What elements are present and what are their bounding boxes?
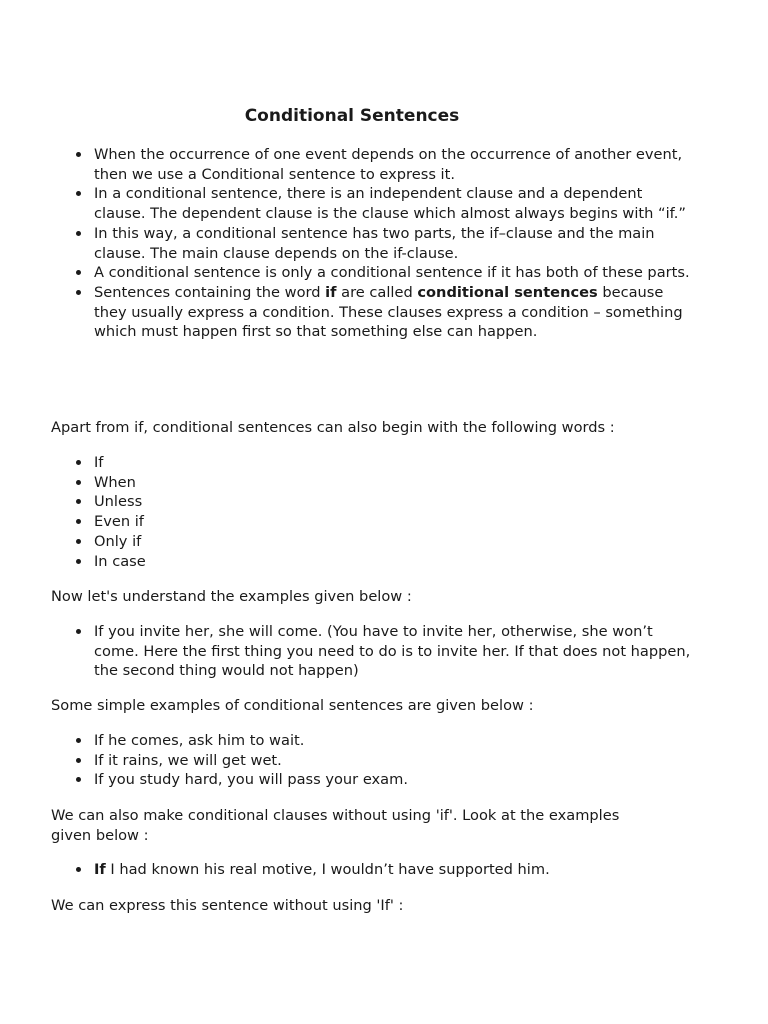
- list-item: If you invite her, she will come. (You have to invite her, otherwise, she won’t come. Here the first thing you need to do is to invite her. If that does not happen, the second thing would not happen): [94, 622, 694, 681]
- simple-paragraph: Some simple examples of conditional sentences are given below :: [51, 697, 534, 714]
- list-item: [94, 860, 694, 880]
- simple-bullet-list: [51, 731, 694, 790]
- item-text: I had known his real motive, I wouldn’t have supported him.: [105, 861, 550, 878]
- list-item: A conditional sentence is only a conditional sentence if it has both of these parts.: [94, 263, 694, 283]
- list-item: If: [94, 453, 694, 473]
- item-text: are called: [336, 283, 418, 301]
- item-text: Sentences containing the word: [94, 283, 326, 301]
- item-text: because they usually express a condition. These clauses express a condition – something which must happen first so that something else can happen.: [94, 283, 683, 341]
- list-item: In this way, a conditional sentence has two parts, the if–clause and the main clause. The main clause depends on the if-clause.: [94, 224, 694, 263]
- list-item: Only if: [94, 532, 694, 552]
- list-item: If it rains, we will get wet.: [94, 751, 694, 771]
- bold-keyword-if: If: [94, 861, 106, 878]
- bold-term-conditional-sentences: conditional sentences: [417, 283, 598, 301]
- list-item: In a conditional sentence, there is an independent clause and a dependent clause. The dependent clause is the clause which almost always begins with “if.”: [94, 184, 694, 223]
- list-item: If you study hard, you will pass your exam.: [94, 770, 694, 790]
- example-bullet-list: [51, 622, 694, 681]
- words-bullet-list: [51, 453, 694, 571]
- list-item: Unless: [94, 492, 694, 512]
- intro-bullet-list: [51, 145, 694, 342]
- express-paragraph: We can express this sentence without using 'If' :: [51, 897, 404, 914]
- list-item: In case: [94, 552, 694, 572]
- now-paragraph: Now let's understand the examples given below :: [51, 588, 412, 605]
- list-item: [94, 283, 694, 342]
- list-item: Even if: [94, 512, 694, 532]
- list-item: When: [94, 473, 694, 493]
- also-paragraph: We can also make conditional clauses without using 'if'. Look at the examples given below :: [51, 807, 620, 844]
- apart-paragraph: Apart from if, conditional sentences can also begin with the following words :: [51, 419, 615, 436]
- motive-bullet-list: [51, 860, 694, 880]
- list-item: When the occurrence of one event depends on the occurrence of another event, then we use a Conditional sentence to express it.: [94, 145, 694, 184]
- page-title: Conditional Sentences: [244, 106, 460, 126]
- list-item: If he comes, ask him to wait.: [94, 731, 694, 751]
- bold-keyword-if: if: [325, 283, 337, 301]
